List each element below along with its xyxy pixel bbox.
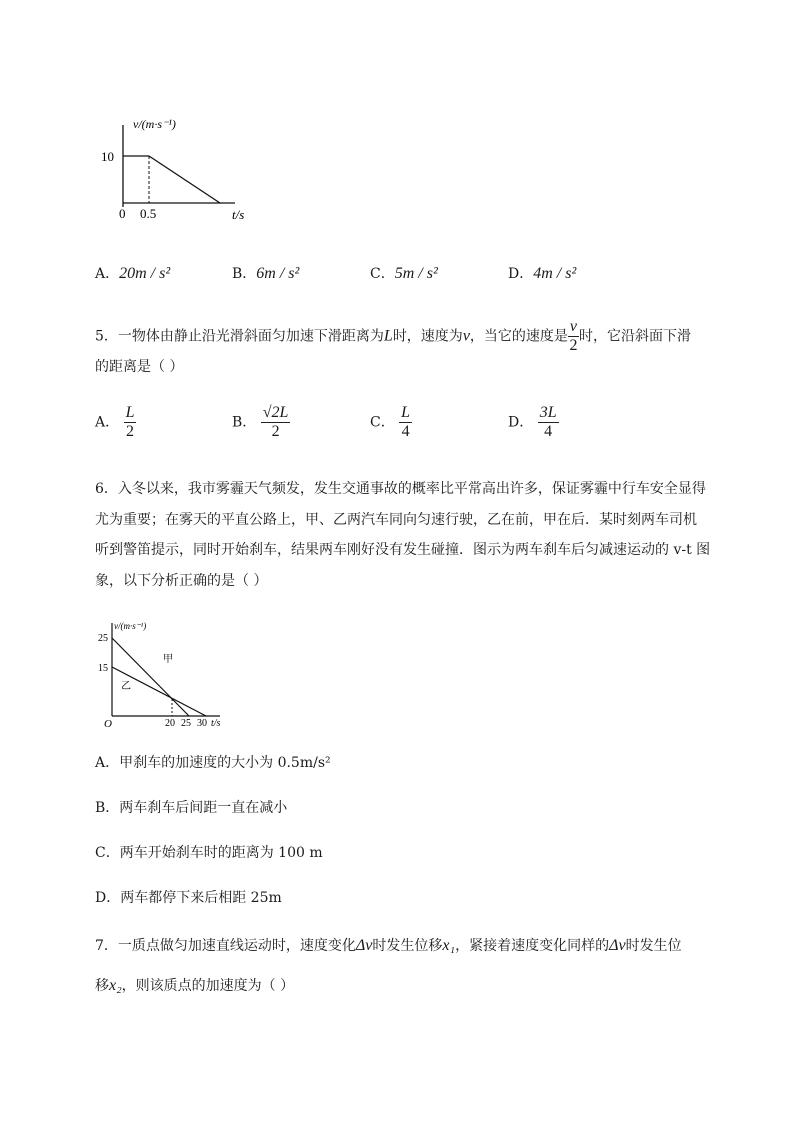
q5-option-b[interactable]: B． $\frac{√2L}{2}$ (232, 404, 289, 440)
q6-option-d[interactable]: D．两车都停下来后相距 25m (95, 890, 282, 906)
q5-option-c[interactable]: C． $\frac{L}{4}$ (370, 404, 411, 440)
q4-option-b[interactable]: B．6m / s² (232, 265, 300, 282)
q7-line-1: 7．一质点做匀加速直线运动时，速度变化Δv时发生位移x₁，紧接着速度变化同样的Δv时发生位 (95, 937, 682, 954)
q4-option-a[interactable]: A．20m / s² (95, 265, 171, 282)
q5-option-d[interactable]: D． $\frac{3L}{4}$ (508, 404, 557, 440)
graph-2-label-jia: 甲 (163, 654, 173, 665)
graph-2 (95, 615, 235, 730)
graph-2-x-tick-30: 30 (197, 718, 207, 729)
graph-2-origin: O (104, 718, 112, 730)
graph-1-y-label: v/(m·s⁻¹) (133, 117, 176, 131)
q5-option-a[interactable]: A． $\frac{L}{2}$ (95, 404, 135, 440)
q5-options (95, 404, 735, 448)
q6-option-a[interactable]: A．甲刹车的加速度的大小为 0.5m/s² (95, 755, 331, 771)
q4-option-c[interactable]: C．5m / s² (370, 265, 438, 282)
graph-1-decel-segment (149, 156, 220, 203)
q5-line-1: 5．一物体由静止沿光滑斜面匀加速下滑距离为L时，速度为v，当它的速度是 $\frac{v}{2}$ 时，它沿斜面下滑 (95, 318, 692, 354)
graph-2-x-label: t/s (211, 718, 221, 729)
graph-2-y-label: v/(m·s⁻¹) (114, 621, 147, 631)
graph-2-x-tick-25: 25 (181, 718, 191, 729)
q7-line-2: 移x₂，则该质点的加速度为（ ） (95, 977, 295, 994)
graph-2-line-jia (112, 638, 189, 716)
graph-2-y-tick-15: 15 (98, 663, 108, 674)
graph-2-y-tick-25: 25 (98, 633, 108, 644)
graph-1-origin: 0 (119, 206, 126, 221)
graph-1-x-label: t/s (232, 207, 245, 222)
q6-line-4: 象，以下分析正确的是（ ） (95, 573, 268, 589)
q6-option-b[interactable]: B．两车刹车后间距一直在减小 (95, 800, 288, 816)
graph-2-label-yi: 乙 (121, 681, 131, 692)
graph-1-y-tick: 10 (101, 149, 114, 164)
q6-line-2: 尤为重要；在雾天的平直公路上，甲、乙两汽车同向匀速行驶，乙在前，甲在后．某时刻两车司机 (95, 512, 697, 528)
q6-option-c[interactable]: C．两车开始刹车时的距离为 100 m (95, 845, 323, 861)
q5-line-2: 的距离是（ ） (95, 359, 184, 375)
q4-options (95, 264, 735, 286)
q4-option-d[interactable]: D．4m / s² (508, 265, 577, 282)
graph-1 (95, 110, 285, 225)
q6-line-3: 听到警笛提示，同时开始刹车，结果两车刚好没有发生碰撞．图示为两车刹车后匀减速运动的 v-t 图 (95, 542, 711, 558)
graph-1-x-tick: 0.5 (140, 206, 157, 221)
graph-2-x-tick-20: 20 (165, 718, 175, 729)
q6-line-1: 6．入冬以来，我市雾霾天气频发，发生交通事故的概率比平常高出许多，保证雾霾中行车安全显得 (95, 481, 706, 497)
q5-fraction-v-over-2: $\frac{v}{2}$ (569, 318, 578, 354)
